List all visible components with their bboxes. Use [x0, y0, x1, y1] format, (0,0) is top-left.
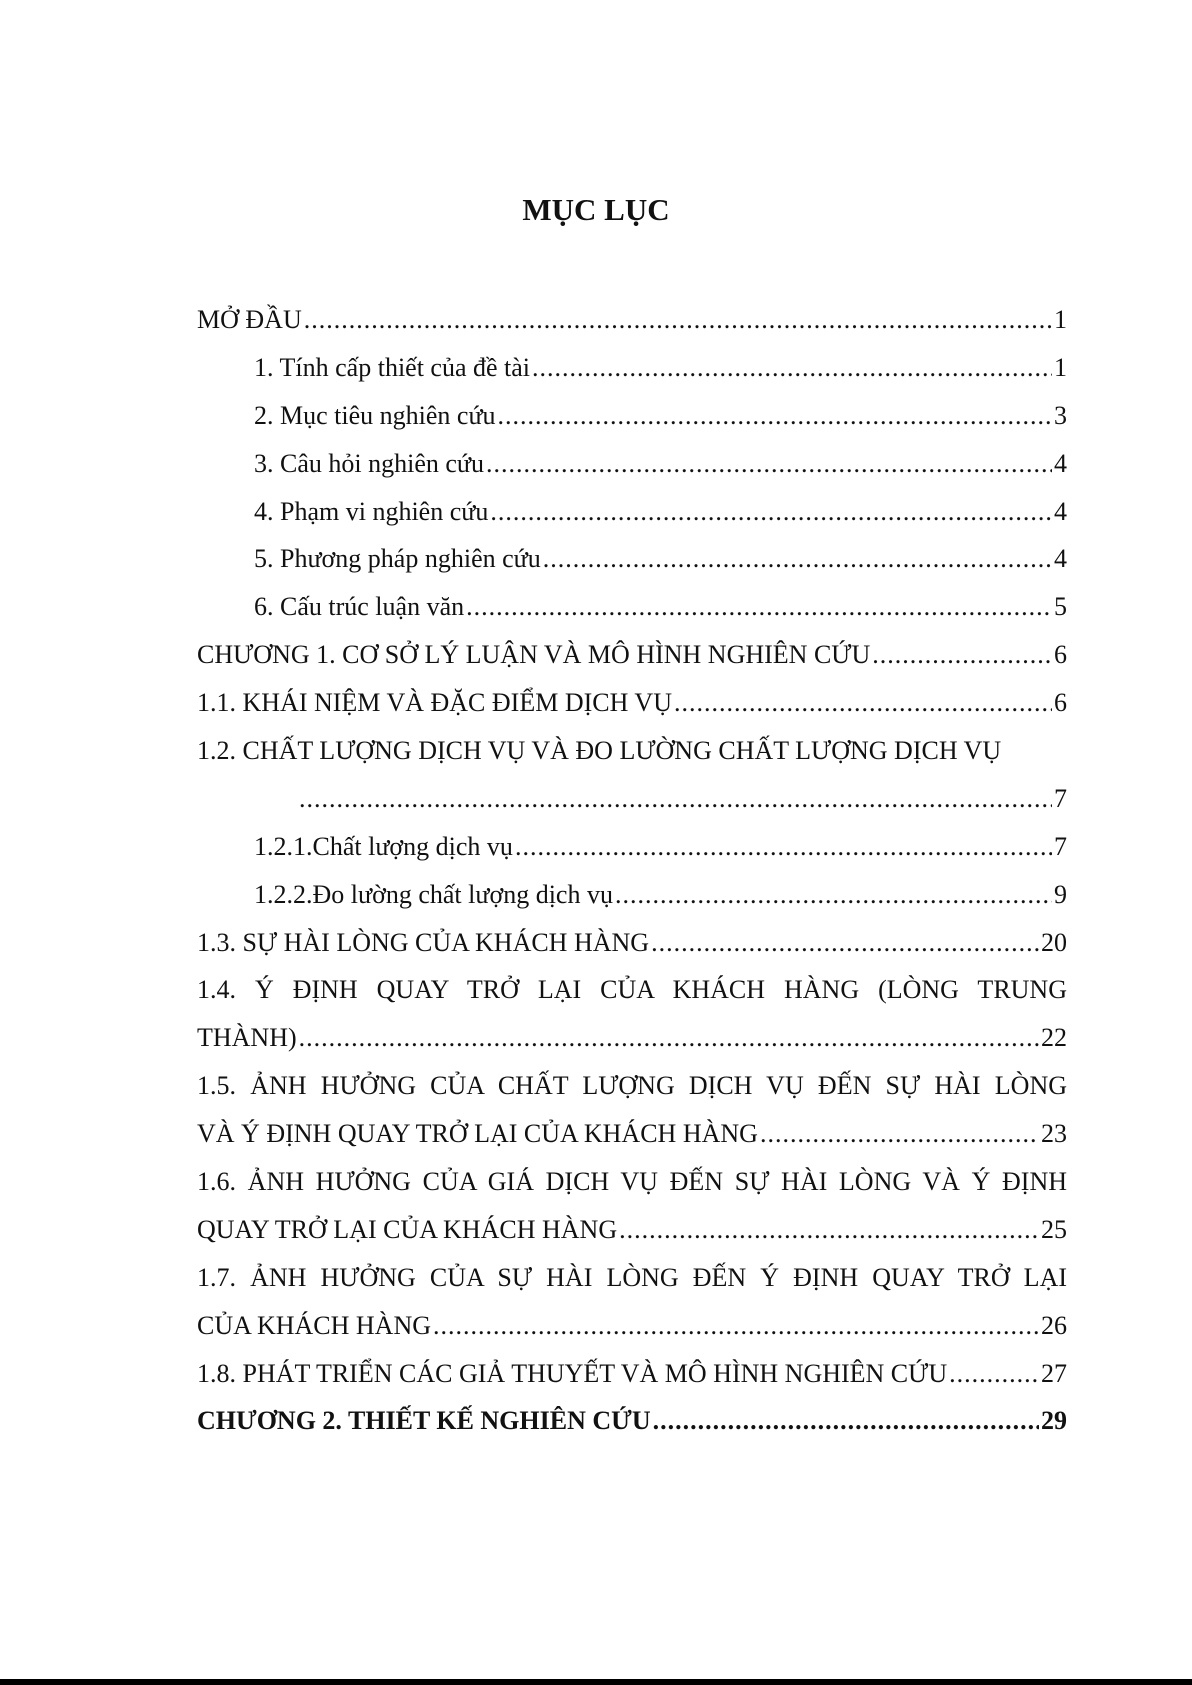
- toc-entry-text: 1.2. CHẤT LƯỢNG DỊCH VỤ VÀ ĐO LƯỜNG CHẤT LƯỢNG DỊCH VỤ: [197, 736, 1002, 766]
- dot-leader: [433, 1302, 1039, 1350]
- toc-page-number: 9: [1054, 879, 1067, 909]
- toc-page-number: 25: [1041, 1214, 1067, 1244]
- toc-entry-continuation[interactable]: [197, 1110, 1067, 1158]
- toc-entry[interactable]: [197, 871, 1067, 919]
- toc-entry-text: 1.8. PHÁT TRIỂN CÁC GIẢ THUYẾT VÀ MÔ HÌNH NGHIÊN CỨU: [197, 1358, 948, 1388]
- toc-entry-text: 1. Tính cấp thiết của đề tài: [254, 352, 531, 382]
- toc-entry-continuation[interactable]: [197, 1014, 1067, 1062]
- toc-entry[interactable]: [197, 344, 1067, 392]
- toc-page-number: 3: [1054, 400, 1067, 430]
- toc-entry-text: 1.4. Ý ĐỊNH QUAY TRỞ LẠI CỦA KHÁCH HÀNG (LÒNG TRUNG: [197, 975, 1067, 1005]
- toc-entry[interactable]: [197, 296, 1067, 344]
- toc-page-number: 26: [1041, 1310, 1067, 1340]
- toc-entry-text: 1.2.2.Đo lường chất lượng dịch vụ: [254, 879, 613, 909]
- toc-entry[interactable]: [197, 1254, 1067, 1302]
- dot-leader: [466, 583, 1052, 631]
- toc-entry-continuation[interactable]: [197, 775, 1067, 823]
- toc-page-number: 4: [1054, 544, 1067, 574]
- dot-leader: [651, 919, 1039, 967]
- toc-entry-text: 1.5. ẢNH HƯỞNG CỦA CHẤT LƯỢNG DỊCH VỤ ĐẾN SỰ HÀI LÒNG: [197, 1071, 1067, 1101]
- toc-entry-text: 1.3. SỰ HÀI LÒNG CỦA KHÁCH HÀNG: [197, 927, 650, 957]
- dot-leader: [299, 1014, 1039, 1062]
- dot-leader: [490, 488, 1052, 536]
- toc-page-number: 1: [1054, 305, 1067, 334]
- toc-entry-text: 2. Mục tiêu nghiên cứu: [254, 400, 496, 430]
- dot-leader: [498, 392, 1052, 440]
- toc-entry[interactable]: [197, 1158, 1067, 1206]
- toc-entry[interactable]: [197, 535, 1067, 583]
- dot-leader: [299, 775, 1052, 823]
- toc-entry[interactable]: [197, 583, 1067, 631]
- toc-entry[interactable]: [197, 919, 1067, 967]
- dot-leader: [949, 1350, 1039, 1398]
- toc-entry-text: 5. Phương pháp nghiên cứu: [254, 544, 541, 574]
- toc-entry-text: 6. Cấu trúc luận văn: [254, 592, 465, 622]
- dot-leader: [304, 296, 1052, 344]
- toc-entry[interactable]: [197, 1350, 1067, 1398]
- toc-page-number: 6: [1054, 640, 1067, 670]
- toc-page-number: 7: [1054, 831, 1067, 861]
- dot-leader: [486, 440, 1052, 488]
- dot-leader: [532, 344, 1052, 392]
- toc-entry[interactable]: [197, 727, 1067, 775]
- toc-entry-text: 1.6. ẢNH HƯỞNG CỦA GIÁ DỊCH VỤ ĐẾN SỰ HÀI LÒNG VÀ Ý ĐỊNH: [197, 1167, 1067, 1197]
- dot-leader: [760, 1110, 1039, 1158]
- toc-entry[interactable]: [197, 966, 1067, 1014]
- toc-entry-text: CHƯƠNG 2. THIẾT KẾ NGHIÊN CỨU: [197, 1406, 651, 1436]
- toc-entry[interactable]: [197, 440, 1067, 488]
- toc-entry-text: 1.1. KHÁI NIỆM VÀ ĐẶC ĐIỂM DỊCH VỤ: [197, 688, 672, 718]
- toc-entry[interactable]: [197, 679, 1067, 727]
- toc-entry[interactable]: [197, 392, 1067, 440]
- toc-page-number: 27: [1041, 1358, 1067, 1388]
- toc-entry-continuation[interactable]: [197, 1206, 1067, 1254]
- dot-leader: [515, 823, 1052, 871]
- table-of-contents: [197, 296, 1067, 1445]
- dot-leader: [543, 535, 1052, 583]
- toc-entry[interactable]: [197, 488, 1067, 536]
- toc-entry-text: QUAY TRỞ LẠI CỦA KHÁCH HÀNG: [197, 1214, 618, 1244]
- toc-page-number: 5: [1054, 592, 1067, 622]
- toc-entry[interactable]: [197, 631, 1067, 679]
- toc-entry-text: VÀ Ý ĐỊNH QUAY TRỞ LẠI CỦA KHÁCH HÀNG: [197, 1119, 758, 1149]
- toc-entry-text: CHƯƠNG 1. CƠ SỞ LÝ LUẬN VÀ MÔ HÌNH NGHIÊN CỨU: [197, 640, 871, 670]
- toc-entry-text: MỞ ĐẦU: [197, 305, 302, 334]
- toc-page-number: 6: [1054, 688, 1067, 718]
- toc-entry-text: 1.2.1.Chất lượng dịch vụ: [254, 831, 513, 861]
- page-bottom-border: [0, 1679, 1192, 1685]
- toc-entry[interactable]: [197, 1397, 1067, 1445]
- toc-page-number: 1: [1054, 352, 1067, 382]
- dot-leader: [615, 871, 1052, 919]
- toc-entry[interactable]: [197, 823, 1067, 871]
- dot-leader: [872, 631, 1052, 679]
- toc-entry[interactable]: [197, 1062, 1067, 1110]
- toc-entry-text: CỦA KHÁCH HÀNG: [197, 1310, 432, 1340]
- toc-page-number: 4: [1054, 496, 1067, 526]
- toc-entry-text: 3. Câu hỏi nghiên cứu: [254, 448, 485, 478]
- page-title: MỤC LỤC: [522, 192, 670, 227]
- toc-page-number: 20: [1041, 927, 1067, 957]
- toc-entry-continuation[interactable]: [197, 1302, 1067, 1350]
- toc-page-number: 23: [1041, 1119, 1067, 1149]
- toc-page-number: 29: [1041, 1406, 1067, 1436]
- dot-leader: [619, 1206, 1039, 1254]
- toc-page-number: 4: [1054, 448, 1067, 478]
- toc-entry-text: 4. Phạm vi nghiên cứu: [254, 496, 489, 526]
- dot-leader: [653, 1397, 1039, 1445]
- toc-page-number: 22: [1041, 1023, 1067, 1053]
- toc-entry-text: 1.7. ẢNH HƯỞNG CỦA SỰ HÀI LÒNG ĐẾN Ý ĐỊNH QUAY TRỞ LẠI: [197, 1262, 1067, 1292]
- toc-page-number: 7: [1054, 783, 1067, 813]
- dot-leader: [674, 679, 1052, 727]
- toc-entry-text: THÀNH): [197, 1023, 297, 1053]
